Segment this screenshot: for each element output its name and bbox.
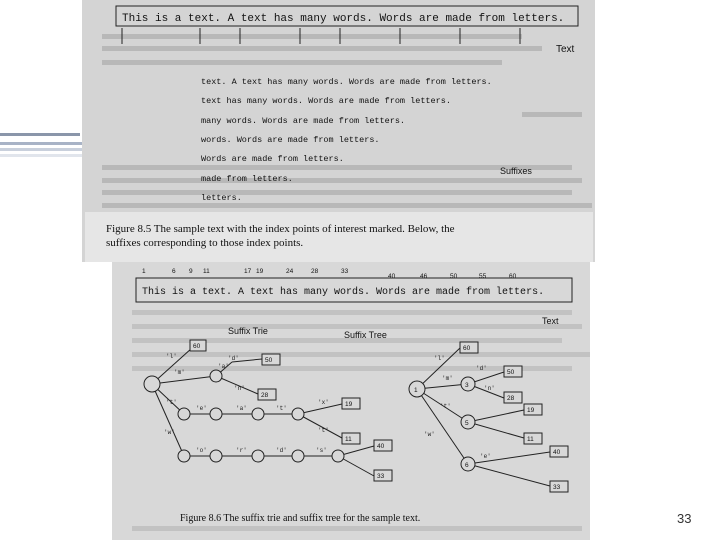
tree-edge-label: 'w' <box>424 431 435 438</box>
tree-edge <box>468 410 524 422</box>
trie-edge <box>298 414 342 438</box>
index-number: 40 <box>388 273 396 280</box>
trie-node <box>210 370 222 382</box>
bg-text-line <box>132 324 582 329</box>
trie-node <box>178 408 190 420</box>
trie-edge-label: 'a' <box>236 405 247 412</box>
bg-text-line <box>102 34 522 39</box>
tree-leaf-label: 19 <box>527 407 535 414</box>
index-number: 33 <box>341 268 349 275</box>
sample-text: This is a text. A text has many words. Words are made from letters. <box>122 13 565 25</box>
index-number: 9 <box>189 268 193 275</box>
bg-text-line <box>102 60 502 65</box>
tree-edge-label: 'd' <box>476 365 487 372</box>
page-number: 33 <box>677 511 692 526</box>
bg-text-line <box>522 112 582 117</box>
bg-text-line <box>132 310 572 315</box>
trie-edge-label: 't' <box>318 427 329 434</box>
trie-edge-label: 's' <box>316 447 327 454</box>
trie-edge-label: 't' <box>166 399 177 406</box>
bg-text-line <box>102 203 592 208</box>
index-number: 28 <box>311 268 319 275</box>
trie-edge-label: 't' <box>276 405 287 412</box>
suffix-line: letters. <box>201 193 242 203</box>
tree-node-label: 6 <box>465 462 469 469</box>
text-label: Text <box>542 316 559 326</box>
tree-edge-label: 'n' <box>484 385 495 392</box>
trie-node <box>210 450 222 462</box>
tree-edge-label: 'm' <box>442 375 453 382</box>
trie-edge-label: 'x' <box>318 399 329 406</box>
tree-leaf-label: 60 <box>463 345 471 352</box>
suffixes-label: Suffixes <box>500 166 532 176</box>
tree-leaf-label: 28 <box>507 395 515 402</box>
trie-leaf-label: 19 <box>345 401 353 408</box>
trie-edge-label: 'r' <box>236 447 247 454</box>
trie-edge-label: 'd' <box>276 447 287 454</box>
tree-edge <box>468 464 550 486</box>
trie-node <box>292 450 304 462</box>
suffix-tree-label: Suffix Tree <box>344 330 387 340</box>
suffix-line: made from letters. <box>201 174 293 184</box>
trie-edge-label: 'o' <box>196 447 207 454</box>
trie-leaf-label: 28 <box>261 392 269 399</box>
trie-leaf-label: 60 <box>193 343 201 350</box>
index-number: 1 <box>142 268 146 275</box>
trie-leaf-label: 11 <box>345 436 352 443</box>
bg-text-line <box>132 352 590 357</box>
decor-bar <box>0 133 80 136</box>
decor-bar <box>0 142 82 145</box>
suffix-line: many words. Words are made from letters. <box>201 116 406 126</box>
index-number: 17 <box>244 268 252 275</box>
trie-node <box>252 450 264 462</box>
tree-edge-label: 'l' <box>434 355 445 362</box>
index-number: 11 <box>203 268 210 275</box>
bg-text-line <box>102 46 542 51</box>
tree-edge <box>468 422 524 438</box>
trie-leaf-label: 33 <box>377 473 385 480</box>
trie-node <box>332 450 344 462</box>
trie-edge-label: 'm' <box>174 369 185 376</box>
suffix-trie-label: Suffix Trie <box>228 326 268 336</box>
tree-edge <box>417 389 468 464</box>
figure-8-5-drawing <box>82 0 595 262</box>
trie-leaf-label: 50 <box>265 357 273 364</box>
suffix-line: Words are made from letters. <box>201 154 344 164</box>
index-number: 55 <box>479 273 487 280</box>
bg-text-line <box>102 178 582 183</box>
trie-edge <box>152 376 216 384</box>
trie-edge-label: 'l' <box>166 353 177 360</box>
scanned-figure-8-5 <box>82 0 595 262</box>
tree-leaf-label: 11 <box>527 436 534 443</box>
suffix-line: text. A text has many words. Words are made from letters. <box>201 77 492 87</box>
bg-text-line <box>102 190 572 195</box>
figure-8-6-caption: Figure 8.6 The suffix trie and suffix tree for the sample text. <box>180 513 421 524</box>
index-number: 60 <box>509 273 517 280</box>
suffix-line: text has many words. Words are made from letters. <box>201 96 451 106</box>
trie-edge-label: 'n' <box>234 385 245 392</box>
index-number: 46 <box>420 273 428 280</box>
trie-edge-label: 'd' <box>228 355 239 362</box>
trie-edge <box>152 384 184 456</box>
text-label: Text <box>556 44 575 55</box>
tree-edge-label: 'e' <box>480 453 491 460</box>
figure-8-6-drawing <box>112 262 590 540</box>
figure-8-5-caption: Figure 8.5 The sample text with the index points of interest marked. Below, the <box>106 223 455 235</box>
trie-node <box>210 408 222 420</box>
decor-bar <box>0 148 84 151</box>
tree-node-label: 5 <box>465 420 469 427</box>
tree-leaf-label: 33 <box>553 484 561 491</box>
scanned-figure-8-6 <box>112 262 590 540</box>
tree-leaf-label: 50 <box>507 369 515 376</box>
trie-node <box>252 408 264 420</box>
trie-leaf-label: 40 <box>377 443 385 450</box>
tree-edge-label: 't' <box>440 403 451 410</box>
trie-node <box>178 450 190 462</box>
trie-edge-label: 'e' <box>196 405 207 412</box>
decor-bar <box>0 154 86 157</box>
sample-text: This is a text. A text has many words. Words are made from letters. <box>142 287 545 298</box>
index-number: 50 <box>450 273 458 280</box>
tree-node-label: 3 <box>465 382 469 389</box>
trie-edge-label: 'a' <box>218 363 229 370</box>
tree-leaf-label: 40 <box>553 449 561 456</box>
index-number: 19 <box>256 268 264 275</box>
tree-node-label: 1 <box>414 387 418 394</box>
bg-text-line <box>132 526 582 531</box>
trie-node <box>144 376 160 392</box>
suffix-line: words. Words are made from letters. <box>201 135 380 145</box>
index-number: 6 <box>172 268 176 275</box>
index-number: 24 <box>286 268 294 275</box>
trie-node <box>292 408 304 420</box>
figure-8-5-caption: suffixes corresponding to those index points. <box>106 237 304 249</box>
trie-edge-label: 'w' <box>164 429 175 436</box>
